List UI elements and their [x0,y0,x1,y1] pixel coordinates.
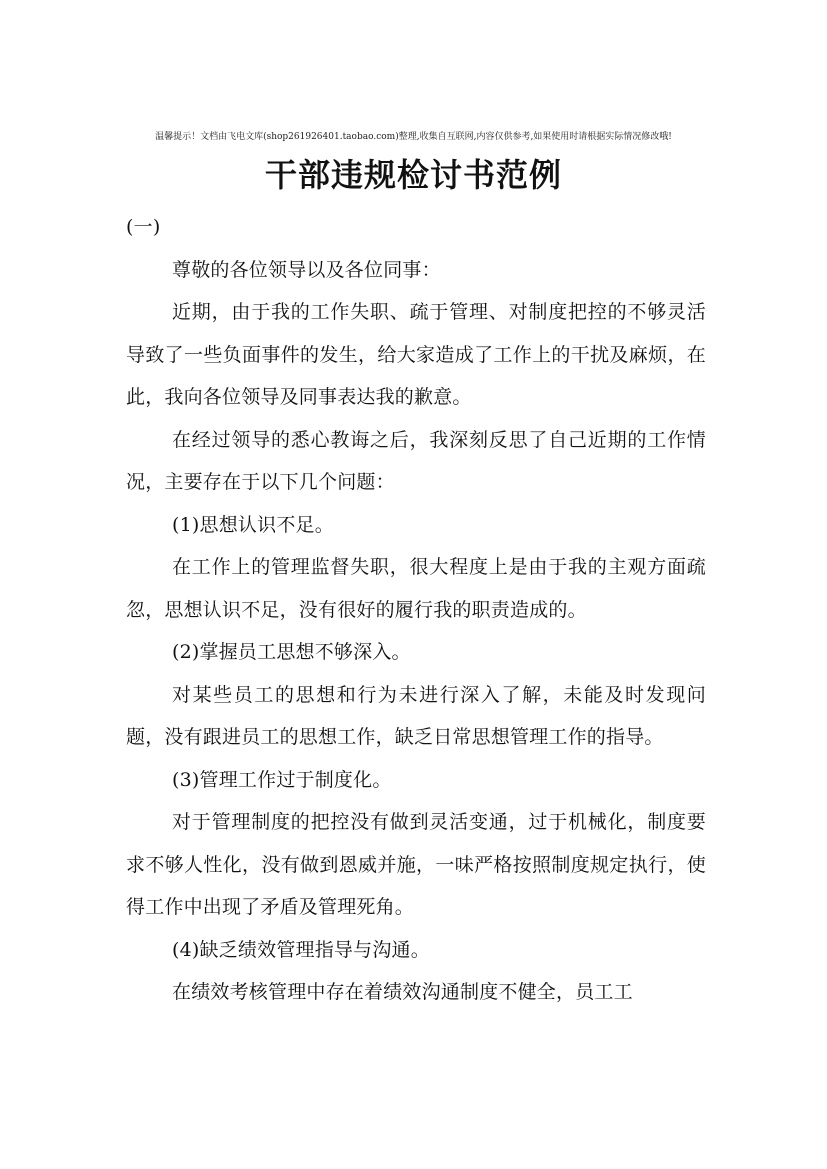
document-body [126,206,706,1014]
point-body-1: 在工作上的管理监督失职，很大程度上是由于我的主观方面疏忽，思想认识不足，没有很好的履行我的职责造成的。 [126,556,706,621]
point-heading-3: (3)管理工作过于制度化。 [172,768,392,791]
document-title: 干部违规检讨书范例 [264,156,562,194]
section-marker: (一) [126,216,161,238]
point-body-2: 对某些员工的思想和行为未进行深入了解，未能及时发现问题，没有跟进员工的思想工作，缺乏日常思想管理工作的指导。 [126,683,706,748]
paragraph-intro: 近期，由于我的工作失职、疏于管理、对制度把控的不够灵活导致了一些负面事件的发生，给大家造成了工作上的干扰及麻烦，在此，我向各位领导及同事表达我的歉意。 [126,301,706,408]
point-body-4: 在绩效考核管理中存在着绩效沟通制度不健全，员工工 [172,981,633,1003]
paragraph-reflection: 在经过领导的悉心教诲之后，我深刻反思了自己近期的工作情况，主要存在于以下几个问题： [126,428,706,493]
point-heading-2: (2)掌握员工思想不够深入。 [172,641,411,663]
download-notice: 温馨提示！文档由飞电文库(shop261926401.taobao.com)整理,收集自互联网,内容仅供参考,如果使用时请根据实际情况修改哦! [155,132,672,142]
point-heading-1: (1)思想认识不足。 [172,513,334,536]
salutation: 尊敬的各位领导以及各位同事： [172,258,441,281]
point-body-3: 对于管理制度的把控没有做到灵活变通，过于机械化，制度要求不够人性化，没有做到恩威并施，一味严格按照制度规定执行，使得工作中出现了矛盾及管理死角。 [126,811,706,918]
point-heading-4: (4)缺乏绩效管理指导与沟通。 [172,938,430,961]
